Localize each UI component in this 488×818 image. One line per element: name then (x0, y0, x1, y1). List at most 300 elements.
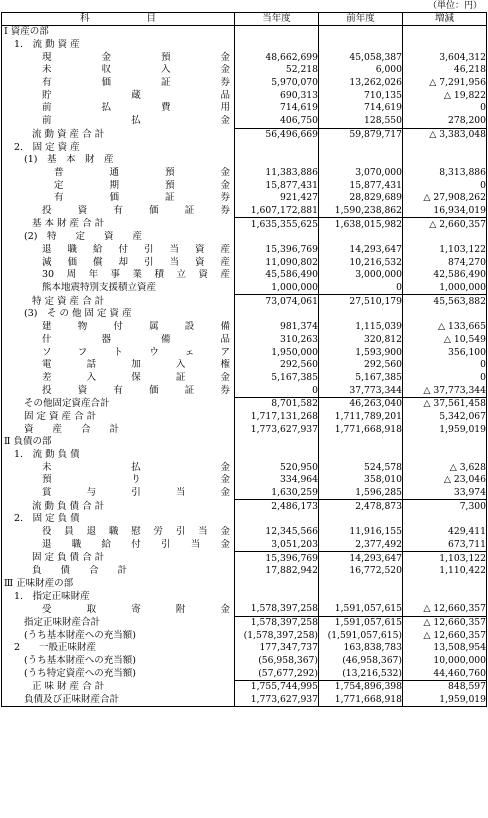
table-row (2, 513, 487, 526)
cell-prev: 59,879,717 (319, 128, 403, 141)
unit-note: （単位：円） (427, 1, 482, 11)
cell-diff: △ 10,549 (403, 334, 487, 347)
cell-diff: △ 37,561,458 (403, 397, 487, 410)
cell-diff: △ 19,822 (403, 89, 487, 102)
row-label-text: 1. 指定正味財産 (14, 590, 90, 602)
table-row (2, 334, 487, 347)
table-row (2, 115, 487, 128)
row-label (2, 487, 235, 500)
cell-diff (403, 231, 487, 244)
table-row (2, 642, 487, 655)
row-label (2, 269, 235, 282)
row-label (2, 590, 235, 603)
table-row (2, 655, 487, 668)
cell-diff: 46,218 (403, 64, 487, 77)
row-label-text: 1. 流 動 資 産 (14, 39, 80, 51)
row-label (2, 321, 235, 334)
cell-cur (235, 436, 319, 449)
table-row (2, 231, 487, 244)
row-label-text: 未収入金 (42, 64, 230, 76)
cell-prev: 27,510,179 (319, 295, 403, 308)
table-row (2, 372, 487, 385)
cell-diff: 1,103,122 (403, 552, 487, 565)
row-label (2, 231, 235, 244)
row-label (2, 436, 235, 449)
cell-cur: 11,090,802 (235, 256, 319, 269)
cell-cur: 1,578,397,258 (235, 616, 319, 629)
cell-prev: 3,000,000 (319, 269, 403, 282)
row-label (2, 39, 235, 52)
cell-diff: 278,200 (403, 115, 487, 128)
table-row (2, 487, 487, 500)
row-label-text: 投資有価証券 (42, 205, 230, 217)
row-label (2, 244, 235, 257)
cell-diff: 0 (403, 179, 487, 192)
cell-cur: (1,578,397,258) (235, 629, 319, 642)
cell-diff: 33,974 (403, 487, 487, 500)
header-change: 増減 (403, 13, 487, 26)
row-label-text: 基 本 財 産 合 計 (32, 218, 105, 230)
table-row (2, 629, 487, 642)
cell-cur: 1,950,000 (235, 346, 319, 359)
row-label (2, 77, 235, 90)
cell-prev: 1,638,015,982 (319, 218, 403, 231)
table-row (2, 590, 487, 603)
row-label (2, 51, 235, 64)
cell-cur: 1,000,000 (235, 282, 319, 295)
row-label-text: (うち基本財産への充当額) (24, 655, 136, 667)
cell-cur: 921,427 (235, 192, 319, 205)
cell-diff: △ 12,660,357 (403, 629, 487, 642)
table-row (2, 616, 487, 629)
row-label (2, 359, 235, 372)
cell-cur: 2,486,173 (235, 500, 319, 513)
row-label-text: 普通預金 (54, 166, 230, 178)
row-label-text: 減価償却引当資産 (42, 256, 230, 268)
cell-diff: 0 (403, 359, 487, 372)
row-label-text: (3) そ の 他 固 定 資 産 (24, 308, 132, 320)
row-label (2, 141, 235, 154)
cell-prev: 1,591,057,615 (319, 616, 403, 629)
row-label-text: その他固定資産合計 (24, 398, 110, 410)
cell-cur (235, 590, 319, 603)
row-label-text: 退職給付引当資産 (42, 244, 230, 256)
cell-cur: 310,263 (235, 334, 319, 347)
cell-cur: 56,496,669 (235, 128, 319, 141)
row-label (2, 642, 235, 655)
table-row (2, 321, 487, 334)
cell-prev: 0 (319, 282, 403, 295)
cell-prev: 5,167,385 (319, 372, 403, 385)
cell-cur: 1,578,397,258 (235, 603, 319, 616)
cell-cur: 334,964 (235, 474, 319, 487)
row-label (2, 89, 235, 102)
row-label-text: 負 債 合 計 (32, 565, 128, 577)
cell-prev: 10,216,532 (319, 256, 403, 269)
row-label-text: 有価証券 (42, 77, 230, 89)
cell-diff (403, 39, 487, 52)
cell-diff: 429,411 (403, 526, 487, 539)
cell-cur (235, 308, 319, 321)
cell-prev: 358,010 (319, 474, 403, 487)
cell-diff: △ 37,773,344 (403, 384, 487, 397)
cell-prev: 1,590,238,862 (319, 205, 403, 218)
cell-diff: △ 12,660,357 (403, 616, 487, 629)
table-row (2, 192, 487, 205)
cell-diff: 42,586,490 (403, 269, 487, 282)
cell-diff: △ 23,046 (403, 474, 487, 487)
cell-diff: 874,270 (403, 256, 487, 269)
cell-diff: 1,103,122 (403, 244, 487, 257)
cell-cur: 1,635,355,625 (235, 218, 319, 231)
cell-cur (235, 26, 319, 39)
row-label-text: 流 動 負 債 合 計 (32, 500, 105, 512)
row-label (2, 539, 235, 552)
row-label (2, 205, 235, 218)
row-label (2, 295, 235, 308)
cell-prev: 710,135 (319, 89, 403, 102)
cell-cur: 690,313 (235, 89, 319, 102)
table-row (2, 205, 487, 218)
row-label (2, 192, 235, 205)
table-row (2, 308, 487, 321)
cell-diff: △ 12,660,357 (403, 603, 487, 616)
table-row (2, 397, 487, 410)
row-label (2, 474, 235, 487)
table-row (2, 500, 487, 513)
cell-diff: △ 27,908,262 (403, 192, 487, 205)
table-row (2, 128, 487, 141)
row-label (2, 179, 235, 192)
table-row (2, 681, 487, 694)
row-label (2, 384, 235, 397)
cell-diff (403, 141, 487, 154)
table-row (2, 346, 487, 359)
table-row (2, 77, 487, 90)
row-label (2, 629, 235, 642)
cell-prev: (1,591,057,615) (319, 629, 403, 642)
cell-diff: 44,460,760 (403, 667, 487, 680)
cell-diff: 1,959,019 (403, 694, 487, 707)
table-body (2, 26, 487, 707)
cell-cur: 52,218 (235, 64, 319, 77)
cell-prev: 1,593,900 (319, 346, 403, 359)
cell-diff: 673,711 (403, 539, 487, 552)
cell-diff: 356,100 (403, 346, 487, 359)
row-label (2, 655, 235, 668)
cell-cur: (57,677,292) (235, 667, 319, 680)
cell-cur (235, 449, 319, 462)
cell-diff: △ 7,291,956 (403, 77, 487, 90)
cell-cur: 0 (235, 384, 319, 397)
cell-cur: 981,374 (235, 321, 319, 334)
cell-prev (319, 590, 403, 603)
row-label (2, 282, 235, 295)
table-row (2, 89, 487, 102)
table-row (2, 51, 487, 64)
row-label (2, 397, 235, 410)
cell-cur: (56,958,367) (235, 655, 319, 668)
row-label-text: 負債及び正味財産合計 (24, 694, 120, 706)
cell-prev: 1,754,896,398 (319, 681, 403, 694)
cell-diff (403, 590, 487, 603)
cell-prev: 2,478,873 (319, 500, 403, 513)
row-label (2, 411, 235, 424)
cell-diff: 10,000,000 (403, 655, 487, 668)
row-label-text: 什器備品 (42, 333, 230, 345)
row-label-text: (2) 特 定 資 産 (24, 231, 142, 243)
cell-cur: 5,970,070 (235, 77, 319, 90)
cell-cur: 1,773,627,937 (235, 694, 319, 707)
header-previous-year: 前年度 (319, 13, 403, 26)
row-label-text: 賞与引当金 (42, 487, 230, 499)
cell-prev: 28,829,689 (319, 192, 403, 205)
row-label-text: 定期預金 (54, 179, 230, 191)
row-label-text: 2 一般正味財産 (14, 642, 97, 654)
row-label (2, 565, 235, 578)
cell-prev: 13,262,026 (319, 77, 403, 90)
row-label-text: Ⅰ 資産の部 (4, 26, 49, 38)
row-label-text: 現金預金 (42, 51, 230, 63)
row-label-text: Ⅲ 正味財産の部 (4, 577, 74, 589)
cell-diff: 0 (403, 372, 487, 385)
cell-diff: 5,342,067 (403, 411, 487, 424)
row-label-text: 前払金 (42, 115, 230, 127)
cell-prev: 15,877,431 (319, 179, 403, 192)
table-row (2, 282, 487, 295)
table-row (2, 384, 487, 397)
cell-prev: (46,958,367) (319, 655, 403, 668)
cell-prev: 1,771,668,918 (319, 694, 403, 707)
row-label-text: 受取寄附金 (42, 603, 230, 615)
cell-cur: 406,750 (235, 115, 319, 128)
row-label-text: 役員退職慰労引当金 (42, 526, 230, 538)
row-label-text: 指定正味財産合計 (24, 616, 101, 628)
cell-diff: 7,300 (403, 500, 487, 513)
table-row (2, 539, 487, 552)
row-label-text: 熊本地震特別支援積立資産 (42, 282, 157, 294)
cell-cur: 8,701,582 (235, 397, 319, 410)
cell-diff (403, 154, 487, 167)
table-row (2, 256, 487, 269)
table-row (2, 411, 487, 424)
cell-cur: 15,396,769 (235, 244, 319, 257)
cell-prev: 1,596,285 (319, 487, 403, 500)
row-label (2, 64, 235, 77)
cell-prev (319, 141, 403, 154)
row-label (2, 578, 235, 591)
cell-diff (403, 513, 487, 526)
cell-prev: 1,771,668,918 (319, 423, 403, 436)
row-label-text: 30周年事業積立資産 (42, 269, 230, 281)
table-row (2, 449, 487, 462)
cell-cur: 45,586,490 (235, 269, 319, 282)
cell-diff: △ 133,665 (403, 321, 487, 334)
row-label-text: 建物付属設備 (42, 321, 230, 333)
cell-prev (319, 39, 403, 52)
cell-cur (235, 39, 319, 52)
row-label (2, 500, 235, 513)
row-label (2, 423, 235, 436)
row-label-text: (うち基本財産への充当額) (24, 629, 136, 641)
row-label (2, 334, 235, 347)
cell-cur: 3,051,203 (235, 539, 319, 552)
row-label-text: 資 産 合 計 (24, 423, 120, 435)
row-label (2, 256, 235, 269)
cell-prev: 46,263,040 (319, 397, 403, 410)
cell-cur: 11,383,886 (235, 167, 319, 180)
row-label-text: 有価証券 (54, 192, 230, 204)
row-label (2, 154, 235, 167)
row-label (2, 552, 235, 565)
table-row (2, 359, 487, 372)
cell-cur: 1,630,259 (235, 487, 319, 500)
table-row (2, 218, 487, 231)
table-row (2, 179, 487, 192)
cell-cur (235, 513, 319, 526)
cell-cur: 714,619 (235, 102, 319, 115)
cell-prev: 6,000 (319, 64, 403, 77)
row-label (2, 513, 235, 526)
cell-diff: △ 3,383,048 (403, 128, 487, 141)
table-row (2, 269, 487, 282)
cell-diff (403, 578, 487, 591)
row-label-text: 退職給付引当金 (42, 539, 230, 551)
row-label-text: 流 動 資 産 合 計 (32, 128, 105, 140)
table-row (2, 436, 487, 449)
header-current-year: 当年度 (235, 13, 319, 26)
table-row (2, 167, 487, 180)
row-label (2, 616, 235, 629)
table-row (2, 578, 487, 591)
cell-diff (403, 449, 487, 462)
cell-diff: 0 (403, 102, 487, 115)
row-label (2, 102, 235, 115)
cell-diff: 45,563,882 (403, 295, 487, 308)
row-label-text: (1) 基 本 財 産 (24, 154, 114, 166)
cell-prev (319, 513, 403, 526)
cell-diff: 3,604,312 (403, 51, 487, 64)
cell-diff: 1,000,000 (403, 282, 487, 295)
cell-prev (319, 154, 403, 167)
table-row (2, 461, 487, 474)
table-row (2, 26, 487, 39)
cell-prev: 1,591,057,615 (319, 603, 403, 616)
row-label (2, 346, 235, 359)
table-row (2, 667, 487, 680)
cell-prev: 714,619 (319, 102, 403, 115)
cell-prev: 16,772,520 (319, 565, 403, 578)
cell-prev: 292,560 (319, 359, 403, 372)
cell-diff: 8,313,886 (403, 167, 487, 180)
cell-prev (319, 578, 403, 591)
cell-prev: 3,070,000 (319, 167, 403, 180)
table-row (2, 154, 487, 167)
cell-cur: 48,662,699 (235, 51, 319, 64)
cell-cur: 15,396,769 (235, 552, 319, 565)
table-row (2, 552, 487, 565)
row-label-text: 預り金 (42, 474, 230, 486)
row-label (2, 603, 235, 616)
cell-diff: 848,597 (403, 681, 487, 694)
table-row (2, 694, 487, 707)
cell-prev: 1,115,039 (319, 321, 403, 334)
cell-prev (319, 436, 403, 449)
row-label (2, 461, 235, 474)
table-row (2, 565, 487, 578)
cell-cur: 73,074,061 (235, 295, 319, 308)
cell-diff: 13,508,954 (403, 642, 487, 655)
cell-diff (403, 436, 487, 449)
cell-cur: 17,882,942 (235, 565, 319, 578)
cell-diff: 1,959,019 (403, 423, 487, 436)
row-label-text: 投資有価証券 (42, 384, 230, 396)
cell-cur: 1,717,131,268 (235, 411, 319, 424)
cell-prev (319, 308, 403, 321)
row-label (2, 694, 235, 707)
cell-diff: 1,110,422 (403, 565, 487, 578)
table-row (2, 39, 487, 52)
cell-cur (235, 578, 319, 591)
row-label-text: 2. 固 定 資 産 (14, 141, 80, 153)
row-label-text: 差入保証金 (42, 371, 230, 383)
cell-diff (403, 26, 487, 39)
table-row (2, 526, 487, 539)
cell-diff: △ 2,660,357 (403, 218, 487, 231)
cell-prev: 1,711,789,201 (319, 411, 403, 424)
cell-prev (319, 449, 403, 462)
cell-cur: 1,607,172,881 (235, 205, 319, 218)
row-label (2, 667, 235, 680)
cell-cur (235, 231, 319, 244)
table-row (2, 295, 487, 308)
row-label-text: 特 定 資 産 合 計 (32, 295, 105, 307)
row-label (2, 681, 235, 694)
cell-prev: 524,578 (319, 461, 403, 474)
cell-cur: 12,345,566 (235, 526, 319, 539)
header-subject: 科 目 (2, 13, 235, 26)
row-label-text: 1. 流 動 負 債 (14, 449, 80, 461)
cell-diff: 16,934,019 (403, 205, 487, 218)
row-label (2, 26, 235, 39)
cell-cur (235, 154, 319, 167)
row-label (2, 115, 235, 128)
cell-diff (403, 308, 487, 321)
row-label-text: 電話加入権 (42, 359, 230, 371)
row-label (2, 526, 235, 539)
row-label (2, 372, 235, 385)
cell-prev: (13,216,532) (319, 667, 403, 680)
cell-cur: 15,877,431 (235, 179, 319, 192)
row-label (2, 449, 235, 462)
cell-prev: 128,550 (319, 115, 403, 128)
table-row (2, 603, 487, 616)
table-row (2, 244, 487, 257)
cell-prev: 2,377,492 (319, 539, 403, 552)
header-row (2, 13, 487, 26)
cell-cur: 292,560 (235, 359, 319, 372)
row-label (2, 167, 235, 180)
row-label-text: 正 味 財 産 合 計 (32, 681, 105, 693)
cell-prev: 11,916,155 (319, 526, 403, 539)
cell-cur: 1,773,627,937 (235, 423, 319, 436)
cell-prev: 37,773,344 (319, 384, 403, 397)
row-label-text: 2. 固 定 負 債 (14, 513, 80, 525)
cell-prev (319, 26, 403, 39)
table-row (2, 141, 487, 154)
cell-prev: 14,293,647 (319, 244, 403, 257)
cell-prev (319, 231, 403, 244)
